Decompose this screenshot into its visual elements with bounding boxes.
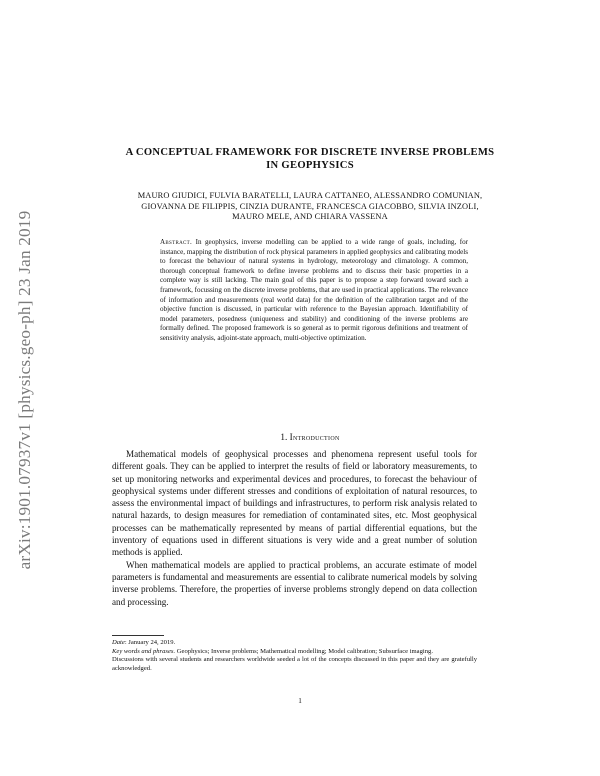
author-list: MAURO GIUDICI, FULVIA BARATELLI, LAURA CATTANEO, ALESSANDRO COMUNIAN, GIOVANNA DE FILIPPIS, CINZIA DURANTE, FRANCESCA GIACOBBO, SILVIA INZOLI, MAURO MELE, AND CHIARA VASSENA	[137, 191, 483, 221]
footnote-keywords	[112, 648, 477, 657]
footnote-acknowledgment: Discussions with several students and researchers worldwide seeded a lot of the concepts discussed in this paper and they are gratefully acknowledged.	[112, 656, 477, 672]
paper-title: A CONCEPTUAL FRAMEWORK FOR DISCRETE INVERSE PROBLEMS IN GEOPHYSICS	[125, 147, 495, 171]
abstract	[160, 238, 468, 344]
date-label: Date	[112, 639, 125, 646]
page-number: 1	[298, 697, 302, 705]
section-number: 1.	[280, 432, 288, 442]
abstract-label: Abstract.	[160, 238, 193, 246]
paragraph: Mathematical models of geophysical processes and phenomena represent useful tools for different goals. They can be applied to interpret the results of field or laboratory measurements, to set up monitoring networks and experimental devices and procedures, to forecast the behaviour of geophysical systems under different stresses and conditions of exploitation of natural resources, to assess the environmental impact of buildings and infrastructures, to perform risk analysis related to natural hazards, to design measures for remediation of contaminated sites, etc. Most geophysical processes can be mathematically represented by means of partial differential equations, but the inventory of equations used in different situations is very wide and a great number of solution methods is applied.	[112, 449, 477, 558]
arxiv-identifier	[8, 180, 42, 600]
section-heading	[120, 432, 500, 442]
footnote-rule	[112, 635, 164, 636]
arxiv-id-text: arXiv:1901.07937v1 [physics.geo-ph] 23 Jan 2019	[15, 210, 34, 570]
paragraph: When mathematical models are applied to practical problems, an accurate estimate of model parameters is fundamental and measurements are essential to calibrate numerical models by solving inverse problems. Therefore, the properties of inverse problems strongly depend on data collection and processing.	[112, 559, 477, 607]
footnote-date	[112, 639, 477, 648]
footnotes	[112, 639, 477, 673]
body-text	[112, 448, 477, 608]
keywords-label: Key words and phrases.	[112, 647, 176, 655]
abstract-text: In geophysics, inverse modelling can be applied to a wide range of goals, including, for instance, mapping the distribution of rock physical parameters in applied geophysics and calibrating models to forecast the behaviour of natural systems in hydrology, meteorology and climatology. A common, thorough conceptual framework to define inverse problems and to discuss their basic properties in a complete way is still lacking. The main goal of this paper is to propose a step forward toward such a framework, focussing on the discrete inverse problems, that are used in practical applications. The relevance of information and measurements (real world data) for the definition of the calibration target and of the objective function is discussed, in particular with reference to the Bayesian approach. Identifiability of model parameters, posedness (uniqueness and stability) and conditioning of the inverse problems are formally defined. The proposed framework is so general as to permit rigorous definitions and treatment of sensitivity analysis, adjoint-state approach, multi-objective optimization.	[160, 238, 468, 342]
keywords-value: Geophysics; Inverse problems; Mathematical modelling; Model calibration; Subsurface imaging.	[176, 647, 433, 655]
date-value: : January 24, 2019.	[124, 639, 176, 646]
section-title: Introduction	[289, 432, 340, 442]
